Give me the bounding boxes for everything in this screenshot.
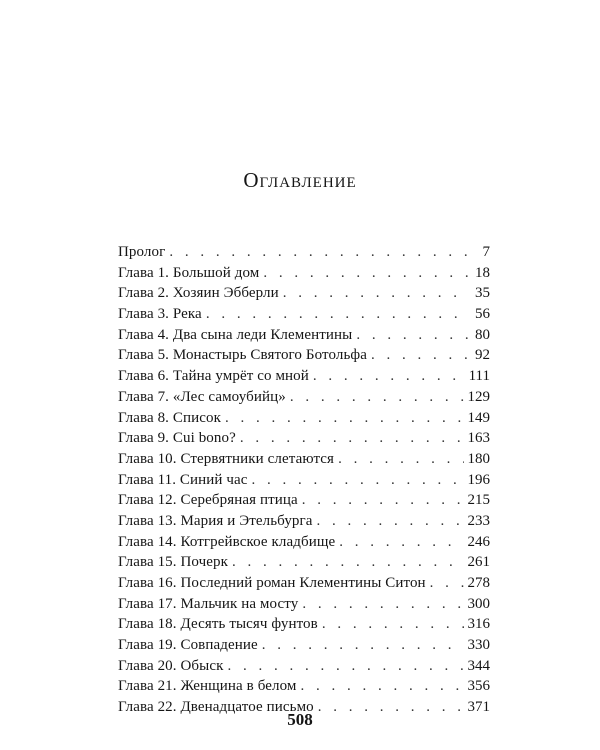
toc-entry-title: Глава 18. Десять тысяч фунтов bbox=[118, 616, 318, 633]
toc-entry-title: Глава 17. Мальчик на мосту bbox=[118, 595, 299, 612]
toc-entry-page: 111 bbox=[468, 368, 490, 385]
toc-entry-page: 371 bbox=[467, 699, 490, 716]
toc-entry-title: Глава 15. Почерк bbox=[118, 554, 229, 571]
toc-dot-leader bbox=[252, 470, 464, 491]
toc-entry-page: 35 bbox=[475, 285, 490, 302]
toc-entry bbox=[118, 263, 490, 284]
toc-entry-title: Глава 7. «Лес самоубийц» bbox=[118, 388, 286, 405]
page-number: 508 bbox=[287, 710, 313, 729]
toc-dot-leader bbox=[322, 614, 464, 635]
toc-entry-page: 196 bbox=[467, 471, 490, 488]
page-title: Оглавление bbox=[243, 168, 357, 192]
toc-dot-leader bbox=[232, 552, 463, 573]
toc-entry-page: 300 bbox=[467, 595, 490, 612]
toc-entry-title: Глава 22. Двенадцатое письмо bbox=[118, 699, 314, 716]
toc-entry-title: Глава 19. Совпадение bbox=[118, 637, 258, 654]
toc-entry-title: Глава 10. Стервятники слетаются bbox=[118, 450, 335, 467]
toc-entry bbox=[118, 676, 490, 697]
toc-dot-leader bbox=[290, 387, 464, 408]
toc-entry bbox=[118, 366, 490, 387]
toc-entry-page: 278 bbox=[467, 575, 490, 591]
toc-entry-page: 246 bbox=[467, 533, 490, 550]
toc-entry-page: 163 bbox=[467, 430, 490, 447]
toc-dot-leader bbox=[313, 366, 465, 387]
toc-entry-page: 56 bbox=[475, 306, 490, 323]
toc-entry-page: 233 bbox=[467, 512, 490, 529]
table-of-contents bbox=[118, 242, 490, 718]
toc-entry bbox=[118, 490, 490, 511]
toc-entry-title: Глава 14. Котгрейвское кладбище bbox=[118, 533, 336, 550]
toc-entry-title: Глава 2. Хозяин Эбберли bbox=[118, 285, 279, 302]
toc-dot-leader bbox=[371, 345, 468, 366]
toc-entry-page: 149 bbox=[467, 409, 490, 426]
toc-entry bbox=[118, 387, 490, 408]
toc-dot-leader bbox=[339, 532, 463, 553]
toc-entry bbox=[118, 573, 490, 594]
toc-dot-leader bbox=[300, 676, 463, 697]
toc-entry bbox=[118, 449, 490, 470]
toc-dot-leader bbox=[283, 283, 468, 304]
toc-entry-page: 215 bbox=[467, 492, 490, 509]
toc-entry-page: 330 bbox=[467, 637, 490, 654]
toc-entry-title: Глава 3. Река bbox=[118, 306, 202, 323]
toc-entry bbox=[118, 552, 490, 573]
toc-entry bbox=[118, 511, 490, 532]
toc-entry-title: Глава 6. Тайна умрёт со мной bbox=[118, 368, 309, 385]
toc-entry-title: Глава 4. Два сына леди Клементины bbox=[118, 326, 353, 343]
toc-entry bbox=[118, 304, 490, 325]
toc-entry-page: 129 bbox=[467, 388, 490, 405]
toc-dot-leader bbox=[262, 635, 464, 656]
toc-entry-page: 316 bbox=[467, 616, 490, 633]
toc-dot-leader bbox=[356, 325, 468, 346]
toc-dot-leader bbox=[338, 449, 463, 470]
toc-dot-leader bbox=[169, 242, 468, 263]
toc-entry-title: Глава 21. Женщина в белом bbox=[118, 678, 297, 695]
toc-entry bbox=[118, 594, 490, 615]
toc-entry-page: 92 bbox=[475, 347, 490, 364]
toc-entry bbox=[118, 470, 490, 491]
toc-entry-page: 7 bbox=[482, 244, 490, 260]
toc-entry bbox=[118, 242, 490, 263]
toc-entry bbox=[118, 614, 490, 635]
toc-entry-title: Глава 5. Монастырь Святого Ботольфа bbox=[118, 347, 367, 364]
toc-entry-page: 80 bbox=[475, 326, 490, 343]
toc-dot-leader bbox=[225, 408, 464, 429]
toc-entry-title: Глава 1. Большой дом bbox=[118, 264, 260, 281]
toc-entry-page: 344 bbox=[467, 657, 490, 674]
toc-entry bbox=[118, 428, 490, 449]
toc-entry-title: Глава 11. Синий час bbox=[118, 471, 248, 488]
toc-entry-page: 18 bbox=[475, 264, 490, 281]
toc-entry-title: Глава 13. Мария и Этельбурга bbox=[118, 512, 313, 529]
toc-dot-leader bbox=[430, 573, 464, 594]
toc-entry-title: Глава 12. Серебряная птица bbox=[118, 492, 298, 509]
toc-entry bbox=[118, 283, 490, 304]
toc-entry bbox=[118, 532, 490, 553]
toc-dot-leader bbox=[317, 511, 464, 532]
toc-entry-title: Глава 20. Обыск bbox=[118, 657, 224, 674]
toc-entry bbox=[118, 635, 490, 656]
toc-entry bbox=[118, 345, 490, 366]
toc-entry-title: Глава 16. Последний роман Клементины Ситон bbox=[118, 575, 426, 591]
toc-entry-page: 180 bbox=[467, 450, 490, 467]
toc-entry bbox=[118, 656, 490, 677]
toc-entry-title: Пролог bbox=[118, 244, 166, 260]
toc-entry bbox=[118, 408, 490, 429]
toc-dot-leader bbox=[263, 263, 468, 284]
toc-dot-leader bbox=[302, 490, 464, 511]
toc-entry-page: 356 bbox=[467, 678, 490, 695]
toc-entry bbox=[118, 325, 490, 346]
toc-dot-leader bbox=[302, 594, 463, 615]
toc-entry-page: 261 bbox=[467, 554, 490, 571]
toc-entry-title: Глава 8. Список bbox=[118, 409, 221, 426]
toc-entry-title: Глава 9. Cui bono? bbox=[118, 430, 236, 447]
toc-dot-leader bbox=[227, 656, 463, 677]
toc-dot-leader bbox=[206, 304, 468, 325]
toc-dot-leader bbox=[240, 428, 464, 449]
